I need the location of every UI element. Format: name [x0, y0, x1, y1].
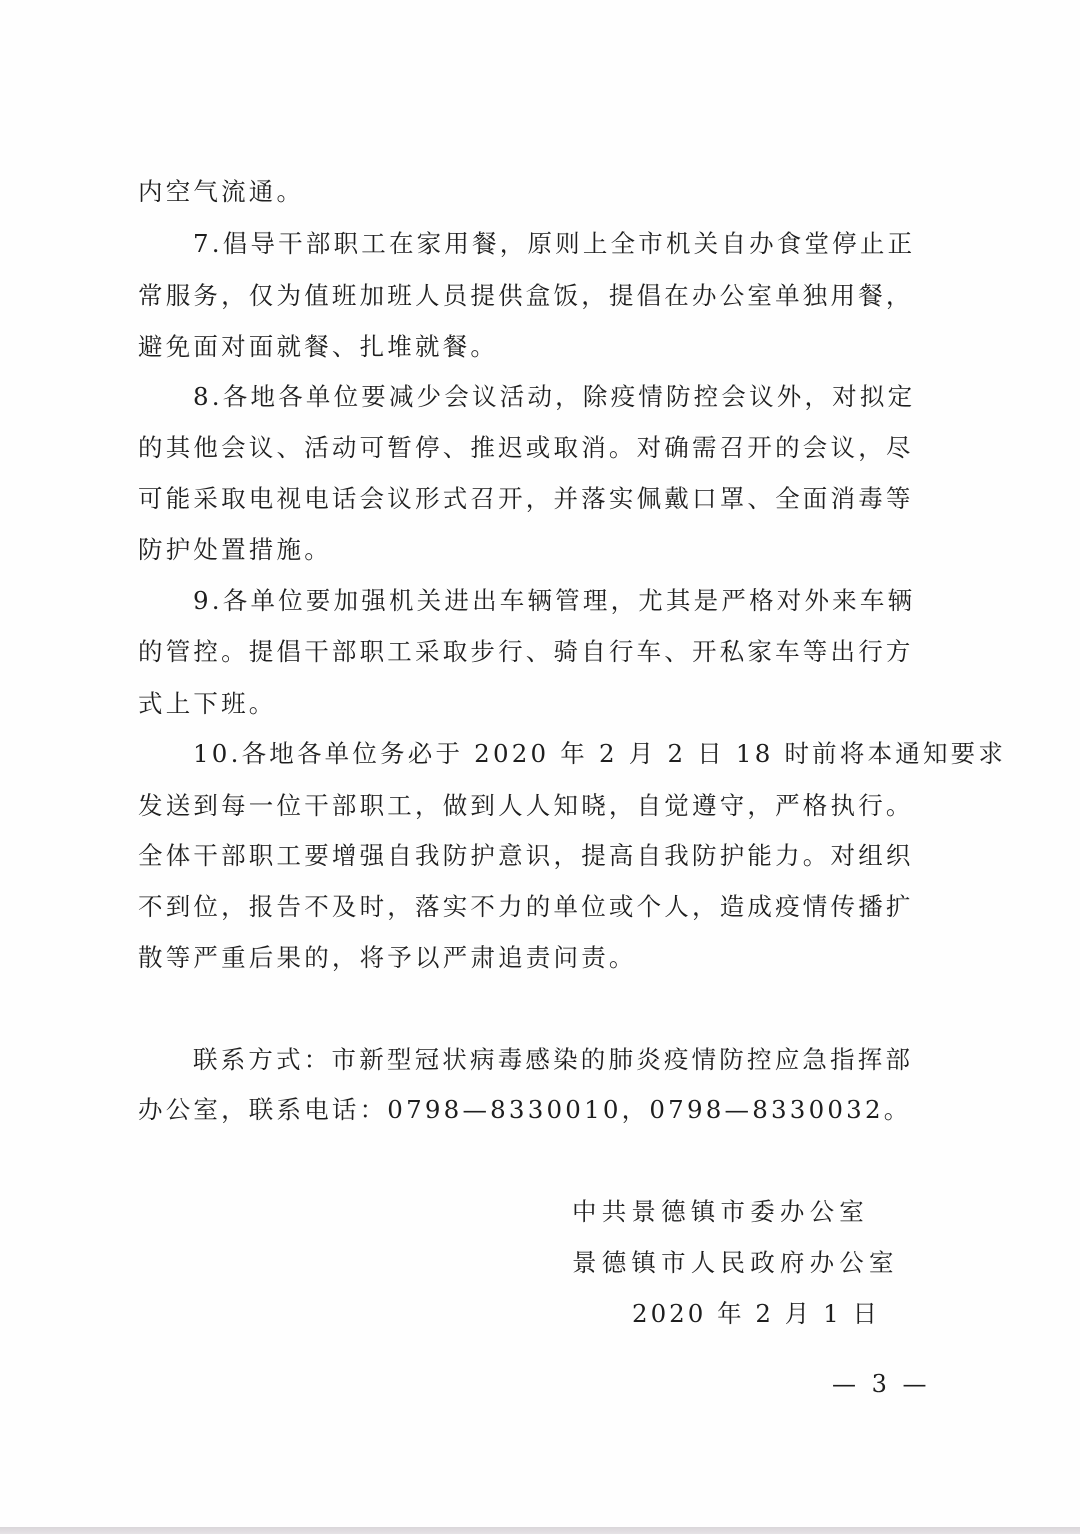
paragraph-9-line-3: 式上下班。 — [138, 689, 277, 718]
contact-line-1: 联系方式：市新型冠状病毒感染的肺炎疫情防控应急指挥部 — [193, 1045, 914, 1074]
paragraph-10-line-5: 散等严重后果的，将予以严肃追责问责。 — [138, 943, 637, 972]
paragraph-8-line-2: 的其他会议、活动可暂停、推迟或取消。对确需召开的会议，尽 — [138, 433, 914, 462]
paragraph-6-line-1: 内空气流通。 — [138, 177, 305, 206]
paragraph-10-line-1: 10.各地各单位务必于 2020 年 2 月 2 日 18 时前将本通知要求 — [193, 739, 1007, 768]
page-number: — 3 — — [832, 1370, 931, 1398]
paragraph-10-line-2: 发送到每一位干部职工，做到人人知晓，自觉遵守，严格执行。 — [138, 791, 914, 820]
bottom-edge-band — [0, 1527, 1080, 1534]
paragraph-8-line-4: 防护处置措施。 — [138, 535, 332, 564]
paragraph-8-line-3: 可能采取电视电话会议形式召开，并落实佩戴口罩、全面消毒等 — [138, 484, 914, 513]
paragraph-9-line-1: 9.各单位要加强机关进出车辆管理，尤其是严格对外来车辆 — [193, 586, 916, 615]
paragraph-8-line-1: 8.各地各单位要减少会议活动，除疫情防控会议外，对拟定 — [193, 382, 916, 411]
contact-line-2: 办公室，联系电话：0798—8330010，0798—8330032。 — [138, 1095, 912, 1124]
paragraph-7-line-3: 避免面对面就餐、扎堆就餐。 — [138, 332, 499, 361]
issuer-municipal-government-office: 景德镇市人民政府办公室 — [572, 1248, 899, 1277]
paragraph-7-line-2: 常服务，仅为值班加班人员提供盒饭，提倡在办公室单独用餐， — [138, 281, 914, 310]
paragraph-7-line-1: 7.倡导干部职工在家用餐，原则上全市机关自办食堂停止正 — [193, 229, 916, 258]
paragraph-10-line-3: 全体干部职工要增强自我防护意识，提高自我防护能力。对组织 — [138, 841, 914, 870]
issue-date: 2020 年 2 月 1 日 — [632, 1299, 880, 1328]
paragraph-10-line-4: 不到位，报告不及时，落实不力的单位或个人，造成疫情传播扩 — [138, 892, 914, 921]
paragraph-9-line-2: 的管控。提倡干部职工采取步行、骑自行车、开私家车等出行方 — [138, 637, 914, 666]
issuer-party-committee-office: 中共景德镇市委办公室 — [572, 1197, 869, 1226]
